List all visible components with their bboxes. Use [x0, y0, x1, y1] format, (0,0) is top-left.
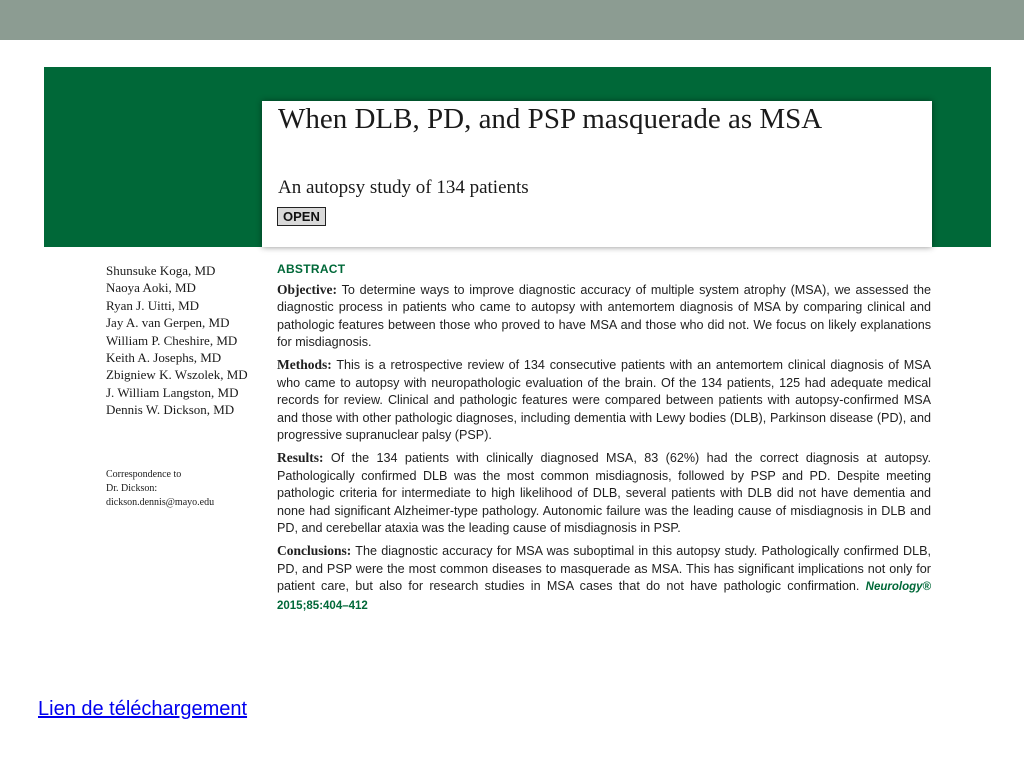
abstract-conclusions: [277, 542, 931, 615]
journal-name: Neurology®: [865, 581, 931, 594]
conclusions-text: The diagnostic accuracy for MSA was suboptimal in this autopsy study. Pathologically confirmed DLB, PD, and PSP were the most common diseases to masquerade as MSA. This has significant implications not only for patient care, but also for research studies in MSA cases that do not have pathologic confirmation.: [277, 543, 931, 594]
paper-subtitle: An autopsy study of 134 patients: [278, 177, 529, 198]
author-name: Naoya Aoki, MD: [106, 280, 196, 296]
methods-label: Methods:: [277, 356, 332, 372]
correspondence-block: [106, 468, 266, 510]
abstract-results: [277, 449, 931, 538]
author-name: Zbigniew K. Wszolek, MD: [106, 367, 248, 383]
paper-title: When DLB, PD, and PSP masquerade as MSA: [278, 103, 823, 135]
conclusions-label: Conclusions:: [277, 542, 352, 558]
open-access-badge: OPEN: [277, 207, 326, 226]
methods-text: This is a retrospective review of 134 consecutive patients with an antemortem clinical diagnosis of MSA who came to autopsy with neuropathologic evaluation of the brain. Of the 134 patients, 125 had adequate medical records for review. Clinical and pathologic features were compared between patients with autopsy-confirmed MSA and those with other pathologic diagnoses, including dementia with Lewy bodies (DLB), Parkinson disease (PD), and progressive supranuclear palsy (PSP).: [277, 357, 931, 443]
objective-label: Objective:: [277, 281, 337, 297]
author-name: Jay A. van Gerpen, MD: [106, 315, 230, 331]
title-card: [262, 101, 932, 247]
author-name: Ryan J. Uitti, MD: [106, 297, 200, 313]
citation: 2015;85:404–412: [277, 599, 368, 612]
author-name: Keith A. Josephs, MD: [106, 350, 222, 366]
objective-text: To determine ways to improve diagnostic accuracy of multiple system atrophy (MSA), we assessed the diagnostic process in patients who came to autopsy with antemortem diagnosis of MSA by comparing clinical and pathologic features between those who proved to have MSA and those who did not. We focus on likely explanations for misdiagnosis.: [277, 282, 931, 350]
correspondence-heading: Correspondence to: [106, 469, 182, 480]
author-name: Shunsuke Koga, MD: [106, 263, 216, 278]
top-bar: [0, 0, 1024, 40]
author-list: [106, 262, 271, 419]
author-name: William P. Cheshire, MD: [106, 332, 238, 348]
results-text: Of the 134 patients with clinically diagnosed MSA, 83 (62%) had the correct diagnosis at autopsy. Pathologically confirmed DLB was the most common misdiagnosis, followed by PSP and PD. Despite meeting pathologic criteria for intermediate to high likelihood of DLB, several patients with DLB did not have dementia and none had significant Alzheimer-type pathology. Autonomic failure was the leading cause of misdiagnosis in DLB and PD, and cerebellar ataxia was the leading cause of misdiagnosis in PSP.: [277, 450, 931, 536]
correspondence-email: dickson.dennis@mayo.edu: [106, 497, 215, 508]
abstract-methods: [277, 356, 931, 445]
correspondence-name: Dr. Dickson:: [106, 483, 158, 494]
abstract-heading: ABSTRACT: [277, 262, 346, 276]
abstract: [277, 261, 931, 619]
author-name: Dennis W. Dickson, MD: [106, 402, 235, 418]
download-link[interactable]: Lien de téléchargement: [38, 698, 248, 720]
abstract-objective: [277, 281, 931, 352]
results-label: Results:: [277, 449, 324, 465]
author-name: J. William Langston, MD: [106, 384, 239, 400]
